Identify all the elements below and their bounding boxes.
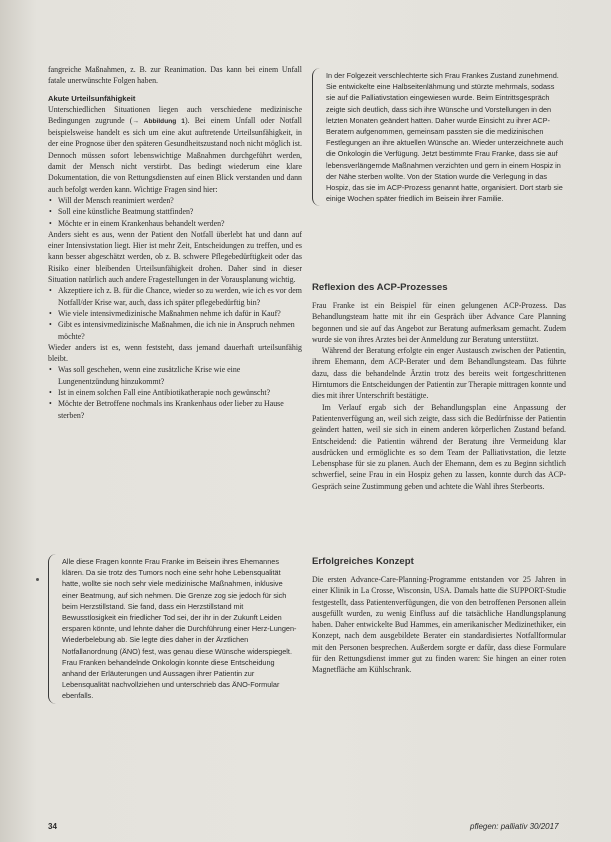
list-item: • Möchte er in einem Krankenhaus behandelt werden?: [48, 218, 302, 229]
list-item: • Will der Mensch reanimiert werden?: [48, 195, 302, 206]
paragraph-reflexion-3: Im Verlauf ergab sich der Behandlungsplan eine Anpassung der Patientenverfügung an, weil sich zeigte, dass sich die Bedürfnisse der Patientin geändert hatten, weil sie sich in einem anderen körperlichen Zustand befand. Entscheidend: die Patientin während der Beratung ihre Vermeidung klar ausdrücken und ermöglichte es so dem Team der Palliativstation, die letzte Lebensphase für sie zu planen. Auch der Ehemann, dem es zu Beginn sichtlich schwerfiel, seine Frau in ein Hospiz gehen zu lassen, konnte durch das ACP-Gespräch seine Zustimmung geben und achtete die Wahl ihres Sterbeorts.: [312, 402, 566, 491]
brace-left: [48, 554, 57, 704]
konzept-section: [312, 556, 566, 676]
brace-right: [312, 68, 321, 206]
paragraph-reflexion-1: Frau Franke ist ein Beispiel für einen gelungenen ACP-Prozess. Das Behandlungsteam hatte mit ihr ein Gespräch über Advance Care Planning begonnen und sie auf das Angebot zur Beratung aufmerksam gemacht. Zudem wurde sie von ihres Arztes bei der Anmeldung zur Beratung unterstützt.: [312, 301, 566, 344]
list-item: • Soll eine künstliche Beatmung stattfinden?: [48, 206, 302, 217]
list-item: • Wie viele intensivmedizinische Maßnahmen nehme ich dafür in Kauf?: [48, 308, 302, 319]
case-text-right: In der Folgezeit verschlechterte sich Frau Frankes Zustand zunehmend. Sie entwickelte eine Halbseitenlähmung und stürzte mehrmals, sodass sie auf die Palliativstation eingewiesen wurde. Beim Eintrittsgespräch zeigte sich deutlich, dass sich ihre Wünsche und Vorstellungen in den letzten Monaten geändert hatten. Daher wurde Einsicht zu ihrer ACP-Beratern aufgenommen, gemeinsam passten sie die medizinischen Festlegungen an ihre aktuellen Wünsche an. Wieder unterzeichnete auch die Onkologin die Verfügung. Jetzt bestimmte Frau Franke, dass sie auf lebensverlängernde Maßnahmen verzichten und gern in einem Hospiz in der Nähe sterben wollte. Von der Station wurde die Verlegung in das Hospiz, das sie im ACP-Prozess genannt hatte, organisiert. Dort starb sie einige Wochen später friedlich im Beisein ihrer Familie.: [326, 71, 564, 204]
right-column: [312, 282, 566, 492]
question-list-notfall: [48, 195, 302, 229]
case-text-left: Alle diese Fragen konnte Frau Franke im Beisein ihres Ehemannes klären. Da sie trotz des Tumors noch eine sehr hohe Lebensqualität hatte, wollte sie noch sehr viele medizinische Maßnahmen, inklusive einer Beatmung, auf sich nehmen. Die Grenze zog sie jedoch für sich beim Herzstillstand. Sie fand, dass ein Herzstillstand mit Bewusstlosigkeit ein friedlicher Tod sei, der ihr in der Zukunft Leiden ersparen könnte, und lehnte daher die Durchführung einer Herz-Lungen-Wiederbelebung ab. Sie legte dies daher in der Ärztlichen Notfallanordnung (ÄNO) fest, was genau diese Wünsche widerspiegelt. Frau Franken behandelnde Onkologin konnte diese Entscheidung anhand der Erläuterungen und Aussagen ihrer Patientin zur Lebensqualität nachvollziehen und unterschrieb das ÄNO-Formular ebenfalls.: [62, 557, 297, 701]
paragraph-akute-text-b: ). Bei einem Unfall oder Notfall beispielsweise handelt es sich um eine akut auftretende Urteilsunfähigkeit, in der eine Prognose über den späteren Gesundheitszustand noch nicht möglich ist. Dennoch müssen sofort lebenswichtige Maßnahmen durchgeführt werden, damit der Mensch nicht verstirbt. Das bedingt wiederum eine klare Dokumentation, die von Rettungsdiensten auf einen Blick verstanden und dann auch befolgt werden kann. Wichtige Fragen sind hier:: [48, 115, 302, 194]
paragraph-akute-text-a: Unterschiedlichen Situationen liegen auch verschiedene medizinische Bedingungen zugrunde (: [48, 104, 302, 125]
case-box-left: [48, 556, 298, 702]
paragraph-konzept: Die ersten Advance-Care-Planning-Programme entstanden vor 25 Jahren in einer Klinik in La Crosse, Wisconsin, USA. Damals hatte die SUPPORT-Studie festgestellt, dass Patientenverfügungen, die von den betroffenen Personen allein ausgefüllt wurden, zu wenig Einfluss auf die tatsächliche Handlungsplanung haben. Daher entwickelte Bud Hammes, ein amerikanischer Medizinethiker, ein Konzept, nach dem ausgebildete Berater ein standardisiertes Notfallformular mit den Personen besprechen. Außerdem sorgte er dafür, dass diese Formulare für den Rettungsdienst immer gut zu finden waren: Sie hingen an einer roten Magnetfläche am Kühlschrank.: [312, 575, 566, 675]
case-box-right: [312, 70, 564, 204]
question-list-intensiv: [48, 285, 302, 341]
intro-paragraph: fangreiche Maßnahmen, z. B. zur Reanimation. Das kann bei einem Unfall fatale unerwünschte Folgen haben.: [48, 65, 302, 86]
margin-dot: [36, 578, 39, 581]
heading-reflexion: Reflexion des ACP-Prozesses: [312, 282, 448, 293]
list-item: • Möchte der Betroffene nochmals ins Krankenhaus oder lieber zu Hause sterben?: [48, 398, 302, 421]
paragraph-akute: [48, 104, 302, 195]
list-item: • Was soll geschehen, wenn eine zusätzliche Krise wie eine Lungenentzündung hinzukommt?: [48, 364, 302, 387]
paragraph-intensivstation: Anders sieht es aus, wenn der Patient den Notfall überlebt hat und dann auf einer Intensivstation liegt. Hier ist mehr Zeit, Entscheidungen zu treffen, und es kann besser abgeschätzt werden, ob z. B. schwere Pflegebedürftigkeit oder das Risiko einer bleibenden Urteilsunfähigkeit drohen. Daher sind in dieser Situation natürlich auch andere Fragestellungen in der Vorausplanung wichtig.: [48, 229, 302, 285]
subheading-urteilsunfaehigkeit: Akute Urteilsunfähigkeit: [48, 93, 136, 103]
page-number: 34: [48, 822, 57, 831]
list-item: • Ist in einem solchen Fall eine Antibiotikatherapie noch gewünscht?: [48, 387, 302, 398]
journal-name: pflegen: palliativ 30/2017: [470, 822, 559, 831]
list-item: • Akzeptiere ich z. B. für die Chance, wieder so zu werden, wie ich es vor dem Notfall/der Krise war, auch, dass ich später pflegebedürftig bin?: [48, 285, 302, 308]
left-column: [48, 64, 302, 421]
question-list-dauerhaft: [48, 364, 302, 420]
heading-konzept: Erfolgreiches Konzept: [312, 556, 414, 567]
paragraph-reflexion-2: Während der Beratung erfolgte ein enger Austausch zwischen der Patientin, ihrem Ehemann, dem ACP-Berater und dem Behandlungsteam. Das führte dazu, dass die behandelnde Ärztin trotz des bereits weit fortgeschrittenen Hirntumors die Entscheidungen der Patientin zur Therapie mittragen konnte und dies mit ihrer Unterschrift bestätigte.: [312, 346, 566, 401]
paragraph-dauerhaft: Wieder anders ist es, wenn feststeht, dass jemand dauerhaft urteilsunfähig bleibt.: [48, 342, 302, 364]
list-item: • Gibt es intensivmedizinische Maßnahmen, die ich nie in Anspruch nehmen möchte?: [48, 319, 302, 342]
figure-reference: → Abbildung 1: [132, 117, 185, 125]
